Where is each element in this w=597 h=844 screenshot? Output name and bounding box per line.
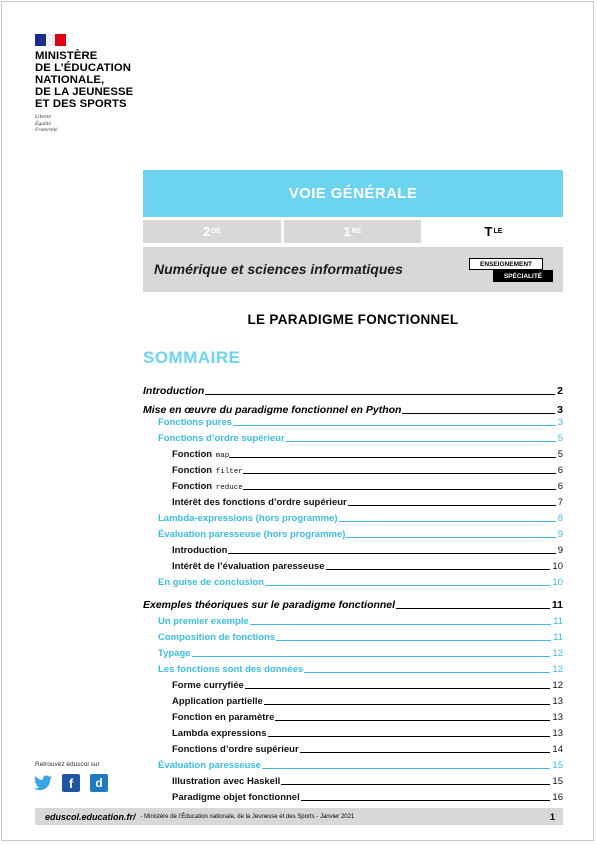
toc-page-number: 10 xyxy=(552,561,563,572)
toc-entry-code: filter xyxy=(215,468,243,476)
toc-entry-label: Forme curryfiée xyxy=(172,680,244,691)
toc-entry-label: Intérêt de l’évaluation paresseuse xyxy=(172,561,325,572)
toc-entry-label: Lambda-expressions (hors programme) xyxy=(158,513,338,524)
toc-entry[interactable] xyxy=(172,710,563,723)
toc-page-number: 14 xyxy=(552,744,563,755)
subject-band xyxy=(143,247,563,292)
toc-leader-line xyxy=(348,505,556,506)
ministry-line: NATIONALE, xyxy=(35,74,105,86)
toc-entry[interactable] xyxy=(172,447,563,460)
toc-entry[interactable] xyxy=(158,614,563,627)
toc-leader-line xyxy=(233,425,556,426)
toc-entry[interactable] xyxy=(172,463,563,476)
toc-entry-label: Intérêt des fonctions d’ordre supérieur xyxy=(172,497,347,508)
toc-entry-label: Introduction xyxy=(143,385,205,397)
toc-page-number: 10 xyxy=(552,577,563,588)
facebook-icon[interactable]: f xyxy=(62,774,80,792)
toc-page-number: 9 xyxy=(557,545,563,556)
toc-entry-label: Fonctions d’ordre supérieur xyxy=(158,433,285,444)
level-tabs xyxy=(143,220,563,243)
toc-entry[interactable] xyxy=(172,495,563,508)
toc-entry[interactable] xyxy=(158,511,563,524)
badge-specialite: SPÉCIALITÉ xyxy=(493,270,553,282)
toc-entry[interactable] xyxy=(172,543,563,556)
toc-entry-label: Fonction xyxy=(172,465,213,476)
toc-page-number: 2 xyxy=(557,385,563,397)
tab-suffix: DE xyxy=(211,228,221,235)
toc-page-number: 3 xyxy=(557,404,563,416)
toc-leader-line xyxy=(286,441,556,442)
toc-page-number: 3 xyxy=(557,417,563,428)
toc-entry-label: Paradigme objet fonctionnel xyxy=(172,792,300,803)
toc-page-number: 13 xyxy=(552,728,563,739)
toc-entry[interactable] xyxy=(158,431,563,444)
toc-entry-code: reduce xyxy=(215,484,243,492)
toc-page-number: 8 xyxy=(557,513,563,524)
toc-entry-label: Évaluation paresseuse (hors programme) xyxy=(158,529,346,540)
toc-leader-line xyxy=(275,720,550,721)
toc-leader-line xyxy=(281,784,550,785)
toc-entry[interactable] xyxy=(158,415,563,428)
french-flag-logo xyxy=(35,34,66,46)
toc-leader-line xyxy=(304,672,550,673)
tab-label: 1 xyxy=(343,224,351,239)
tab-premiere xyxy=(284,220,421,243)
toc-page-number: 11 xyxy=(551,599,563,611)
toc-entry-label: Un premier exemple xyxy=(158,616,249,627)
toc-entry[interactable] xyxy=(158,758,563,771)
toc-entry-label: Typage xyxy=(158,648,191,659)
toc-entry-label: Composition de fonctions xyxy=(158,632,276,643)
toc-entry[interactable] xyxy=(158,646,563,659)
toc-leader-line xyxy=(300,752,551,753)
toc-entry[interactable] xyxy=(172,479,563,492)
toc-leader-line xyxy=(346,537,555,538)
toc-entry-label: Fonction xyxy=(172,449,213,460)
toc-page-number: 5 xyxy=(557,449,563,460)
toc-leader-line xyxy=(243,489,556,490)
toc-leader-line xyxy=(192,656,551,657)
toc-entry-label: Fonction en paramètre xyxy=(172,712,275,723)
toc-entry[interactable] xyxy=(172,774,563,787)
toc-leader-line xyxy=(228,553,555,554)
sommaire-heading: SOMMAIRE xyxy=(143,348,241,367)
toc-page-number: 5 xyxy=(557,433,563,444)
toc-page-number: 6 xyxy=(557,481,563,492)
toc-leader-line xyxy=(268,736,551,737)
toc-entry[interactable] xyxy=(158,575,563,588)
toc-leader-line xyxy=(243,473,556,474)
toc-leader-line xyxy=(396,608,550,609)
toc-leader-line xyxy=(265,585,550,586)
toc-leader-line xyxy=(264,704,551,705)
toc-entry-code: map xyxy=(215,452,230,460)
toc-leader-line xyxy=(229,457,555,458)
toc-leader-line xyxy=(205,394,555,395)
ministry-line: MINISTÈRE xyxy=(35,50,98,62)
toc-entry-label: Exemples théoriques sur le paradigme fonctionnel xyxy=(143,599,396,611)
toc-leader-line xyxy=(262,768,550,769)
toc-entry-label: En guise de conclusion xyxy=(158,577,265,588)
toc-entry[interactable] xyxy=(172,726,563,739)
toc-page-number: 12 xyxy=(552,680,563,691)
page-number: 1 xyxy=(549,811,555,822)
toc-page-number: 15 xyxy=(552,776,563,787)
toc-entry-label: Application partielle xyxy=(172,696,263,707)
ministry-line: DE L’ÉDUCATION xyxy=(35,62,131,74)
tab-suffix: RE xyxy=(351,228,362,235)
toc-entry[interactable] xyxy=(143,384,563,397)
twitter-icon[interactable] xyxy=(34,774,52,792)
toc-page-number: 7 xyxy=(557,497,563,508)
tab-label: T xyxy=(484,224,493,239)
ministry-line: DE LA JEUNESSE xyxy=(35,86,134,98)
voie-banner: VOIE GÉNÉRALE xyxy=(143,170,563,217)
motto-line: Liberté xyxy=(35,114,51,120)
toc-leader-line xyxy=(245,688,551,689)
social-label: Retrouvez éduscol sur xyxy=(35,761,100,768)
tab-seconde xyxy=(143,220,281,243)
toc-leader-line xyxy=(339,521,556,522)
toc-page-number: 16 xyxy=(552,792,563,803)
toc-entry[interactable] xyxy=(158,630,563,643)
ministry-line: ET DES SPORTS xyxy=(35,98,127,110)
toc-entry-label: Les fonctions sont des données xyxy=(158,664,304,675)
toc-entry[interactable] xyxy=(172,559,563,572)
toc-page-number: 12 xyxy=(552,648,563,659)
toc-entry[interactable] xyxy=(143,598,563,611)
toc-page-number: 9 xyxy=(557,529,563,540)
subject-title: Numérique et sciences informatiques xyxy=(154,261,403,277)
toc-page-number: 13 xyxy=(552,696,563,707)
toc-entry[interactable] xyxy=(172,678,563,691)
toc-entry-label: Illustration avec Haskell xyxy=(172,776,281,787)
toc-entry[interactable] xyxy=(172,790,563,803)
tab-label: 2 xyxy=(203,224,211,239)
tab-suffix: LE xyxy=(493,228,503,235)
toc-entry-label: Fonctions d’ordre supérieur xyxy=(172,744,299,755)
motto-line: Égalité xyxy=(35,120,51,127)
toc-entry-label: Introduction xyxy=(172,545,228,556)
social-links xyxy=(34,774,108,792)
footer-text: - Ministère de l’Éducation nationale, de la Jeunesse et des Sports - Janvier 2021 xyxy=(140,813,355,820)
toc-page-number: 6 xyxy=(557,465,563,476)
dailymotion-icon[interactable]: d xyxy=(90,774,108,792)
toc-entry[interactable] xyxy=(172,742,563,755)
toc-leader-line xyxy=(301,800,551,801)
toc-page-number: 13 xyxy=(552,712,563,723)
toc-entry[interactable] xyxy=(158,662,563,675)
toc-page-number: 15 xyxy=(552,760,563,771)
badge-enseignement: ENSEIGNEMENT xyxy=(469,258,543,270)
toc-entry[interactable] xyxy=(158,527,563,540)
toc-leader-line xyxy=(402,413,555,414)
footer xyxy=(35,808,563,825)
footer-site-link[interactable]: eduscol.education.fr/ xyxy=(45,811,136,822)
toc-leader-line xyxy=(276,640,551,641)
toc-entry-label: Fonction xyxy=(172,481,213,492)
toc-entry-label: Mise en œuvre du paradigme fonctionnel en Python xyxy=(143,404,402,416)
document-title: LE PARADIGME FONCTIONNEL xyxy=(247,312,459,327)
motto xyxy=(35,114,58,134)
toc-page-number: 11 xyxy=(553,632,563,643)
toc-leader-line xyxy=(250,624,551,625)
toc-entry[interactable] xyxy=(172,694,563,707)
tab-terminale xyxy=(424,220,563,243)
toc-page-number: 11 xyxy=(553,616,563,627)
toc-entry-label: Lambda expressions xyxy=(172,728,267,739)
motto-line: Fraternité xyxy=(35,127,58,133)
ministry-name xyxy=(35,50,155,110)
toc-page-number: 12 xyxy=(552,664,563,675)
toc-leader-line xyxy=(326,569,551,570)
toc-entry-label: Évaluation paresseuse xyxy=(158,760,261,771)
toc-entry-label: Fonctions pures xyxy=(158,417,232,428)
